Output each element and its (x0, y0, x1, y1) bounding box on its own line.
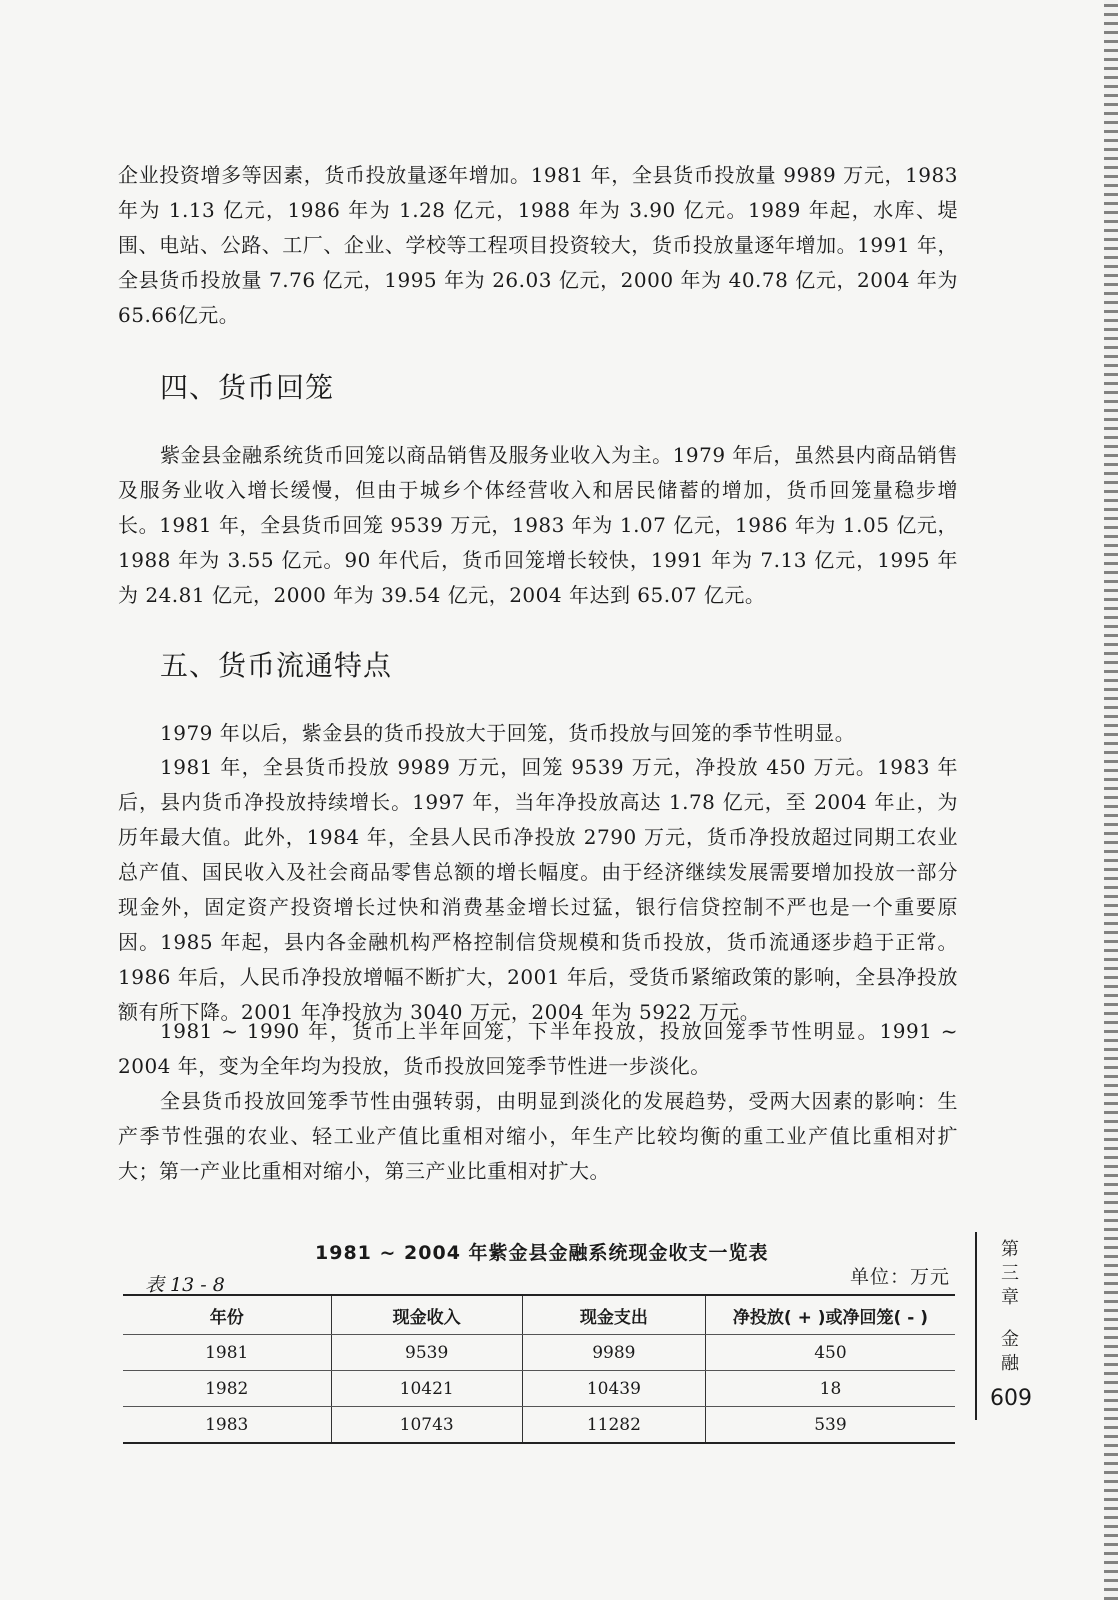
table-unit: 单位：万元 (850, 1266, 951, 1288)
chapter-marker (997, 1238, 1023, 1376)
cell-cash-expenditure: 9989 (522, 1335, 705, 1371)
cell-year: 1982 (123, 1371, 331, 1407)
table-title: 1981 ~ 2004 年紫金县金融系统现金收支一览表 (315, 1242, 769, 1264)
cell-year: 1981 (123, 1335, 331, 1371)
table-row (123, 1407, 955, 1444)
cell-cash-expenditure: 11282 (522, 1407, 705, 1444)
cell-cash-income: 9539 (331, 1335, 522, 1371)
cell-net-flow: 450 (705, 1335, 955, 1371)
chapter-char: 三 (1001, 1263, 1019, 1284)
chapter-char: 章 (1001, 1287, 1019, 1308)
table-row (123, 1371, 955, 1407)
cell-net-flow: 18 (705, 1371, 955, 1407)
cell-cash-income: 10421 (331, 1371, 522, 1407)
cell-year: 1983 (123, 1407, 331, 1444)
column-header-cash-expenditure: 现金支出 (522, 1295, 705, 1335)
cell-net-flow: 539 (705, 1407, 955, 1444)
table-row (123, 1335, 955, 1371)
table-number: 表 13 - 8 (145, 1274, 225, 1296)
section-char: 金 (1001, 1329, 1019, 1350)
column-header-year: 年份 (123, 1295, 331, 1335)
paragraph-seasonality: 1981 ~ 1990 年，货币上半年回笼，下半年投放，投放回笼季节性明显。1991 ~ 2004 年，变为全年均为投放，货币投放回笼季节性进一步淡化。 (118, 1019, 958, 1078)
paragraph-currency-withdrawal: 紫金县金融系统货币回笼以商品销售及服务业收入为主。1979 年后，虽然县内商品销售及服务业收入增长缓慢，但由于城乡个体经营收入和居民储蓄的增加，货币回笼量稳步增长。1981 年，全县货币回笼 9539 万元，1983 年为 1.07 亿元，1986 年为 1.05 亿元，1988 年为 3.55 亿元。90 年代后，货币回笼增长较快，1991 年为 7.13 亿元，1995 年为 24.81 亿元，2000 年为 39.54 亿元，2004 年达到 65.07 亿元。 (118, 443, 958, 607)
section-heading-currency-withdrawal: 四、货币回笼 (160, 371, 335, 404)
cell-cash-expenditure: 10439 (522, 1371, 705, 1407)
cell-cash-income: 10743 (331, 1407, 522, 1444)
paragraph-trend-factors: 全县货币投放回笼季节性由强转弱，由明显到淡化的发展趋势，受两大因素的影响：生产季节性强的农业、轻工业产值比重相对缩小，年生产比较均衡的重工业产值比重相对扩大；第一产业比重相对缩小，第三产业比重相对扩大。 (118, 1089, 958, 1183)
paragraph-circulation-intro: 1979 年以后，紫金县的货币投放大于回笼，货币投放与回笼的季节性明显。 (160, 721, 856, 745)
section-heading-circulation-features: 五、货币流通特点 (160, 649, 393, 682)
column-header-cash-income: 现金收入 (331, 1295, 522, 1335)
table-header-row (123, 1295, 955, 1335)
paragraph-net-issuance: 1981 年，全县货币投放 9989 万元，回笼 9539 万元，净投放 450 万元。1983 年后，县内货币净投放持续增长。1997 年，当年净投放高达 1.78 亿元，至 2004 年止，为历年最大值。此外，1984 年，全县人民币净投放 2790 万元，货币净投放超过同期工农业总产值、国民收入及社会商品零售总额的增长幅度。由于经济继续发展需要增加投放一部分现金外，固定资产投资增长过快和消费基金增长过猛，银行信贷控制不严也是一个重要原因。1985 年起，县内各金融机构严格控制信贷规模和货币投放，货币流通逐步趋于正常。1986 年后，人民币净投放增幅不断扩大，2001 年后，受货币紧缩政策的影响，全县净投放额有所下降。2001 年净投放为 3040 万元，2004 年为 5922 万元。 (118, 755, 958, 1024)
scan-edge (1104, 0, 1118, 1600)
section-char: 融 (1001, 1353, 1019, 1374)
column-header-net-flow: 净投放( + )或净回笼( - ) (705, 1295, 955, 1335)
chapter-char: 第 (1001, 1239, 1019, 1260)
side-margin-rule (975, 1232, 977, 1420)
page-number: 609 (990, 1386, 1032, 1411)
cash-flow-table (123, 1294, 955, 1444)
paragraph-money-issuance: 企业投资增多等因素，货币投放量逐年增加。1981 年，全县货币投放量 9989 万元，1983 年为 1.13 亿元，1986 年为 1.28 亿元，1988 年为 3.90 亿元。1989 年起，水库、堤围、电站、公路、工厂、企业、学校等工程项目投资较大，货币投放量逐年增加。1991 年，全县货币投放量 7.76 亿元，1995 年为 26.03 亿元，2000 年为 40.78 亿元，2004 年为 65.66亿元。 (118, 163, 958, 327)
